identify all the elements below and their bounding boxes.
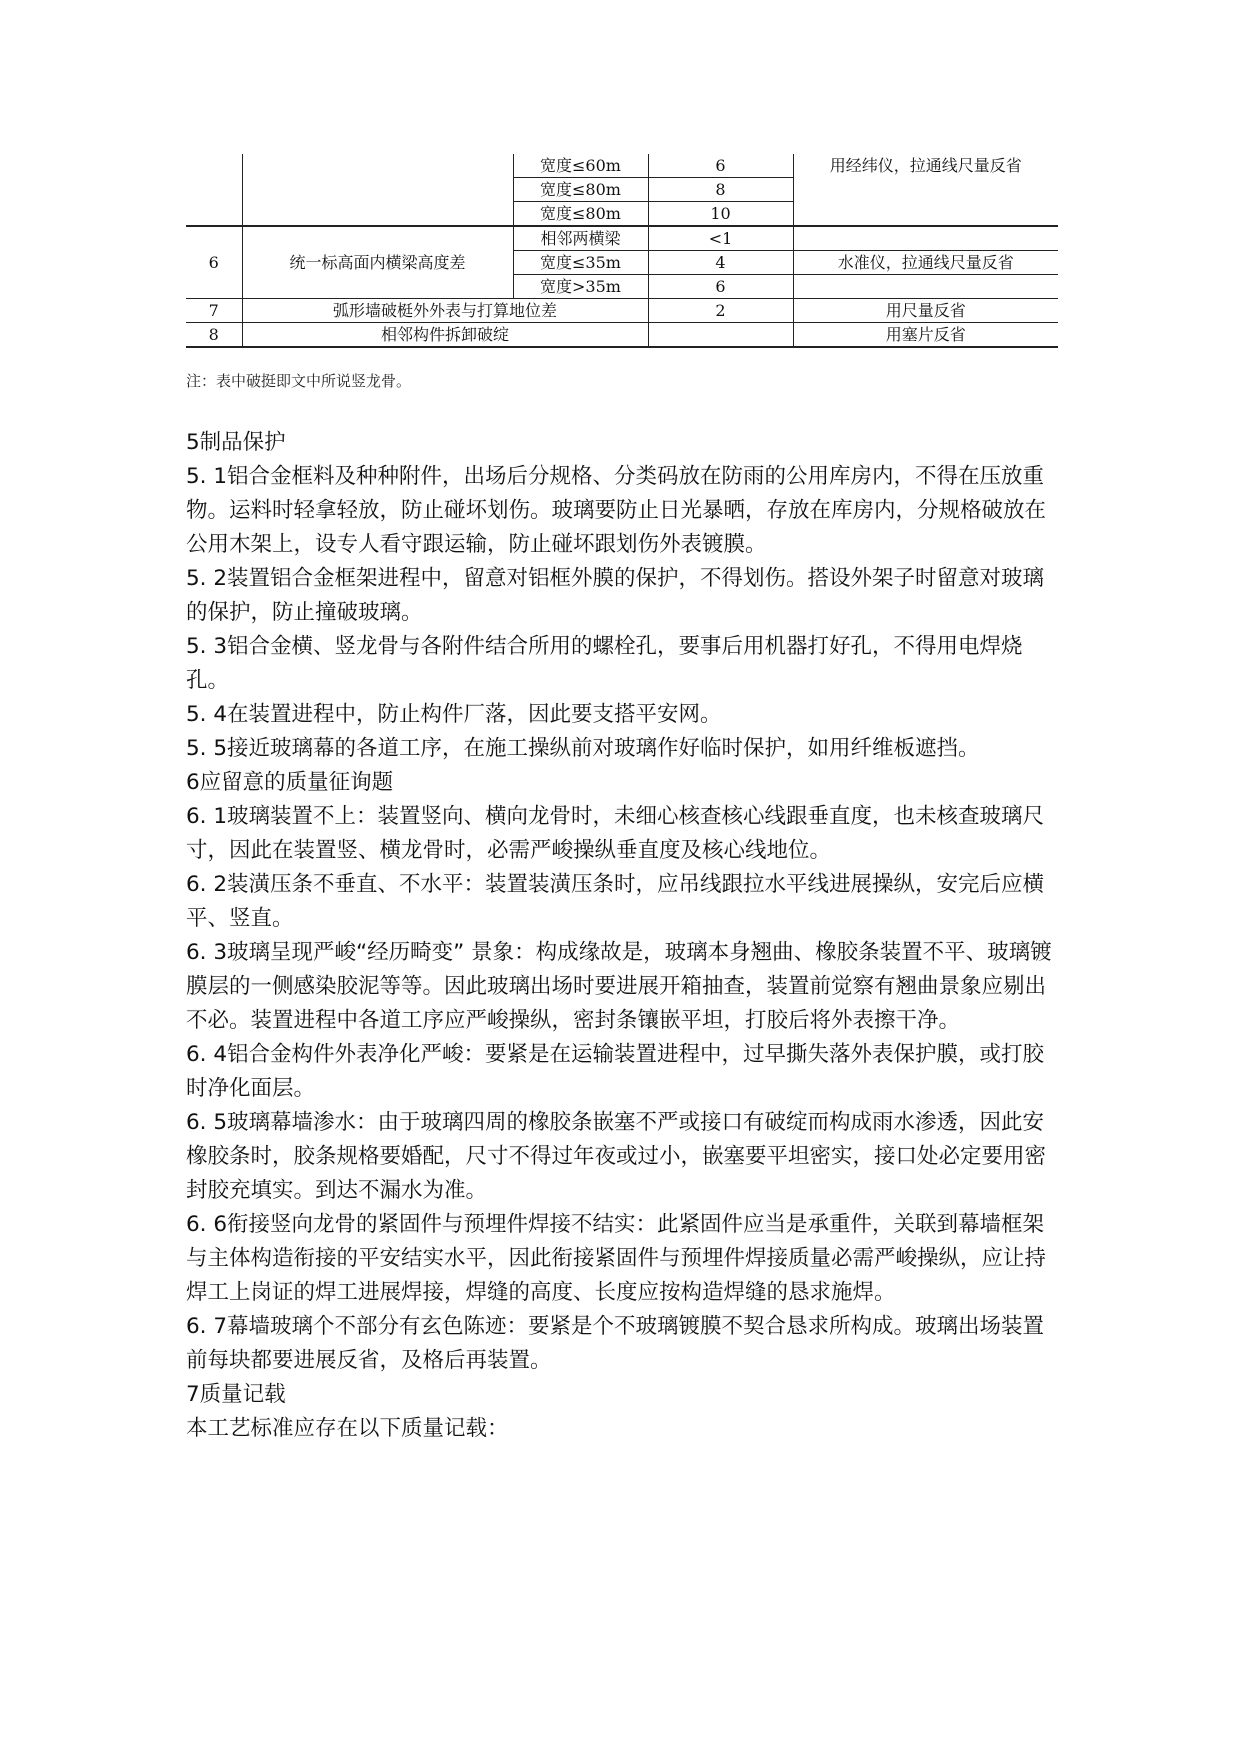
- table-cell-cond: 宽度≤60m: [513, 154, 648, 178]
- table-cell-value: 2: [648, 299, 793, 323]
- table-cell-item: [186, 154, 242, 178]
- section-heading: 7质量记载: [186, 1382, 286, 1407]
- section-heading: 5制品保护: [186, 430, 286, 455]
- table-cell-item: 8: [186, 323, 242, 348]
- table-cell-name: 统一标高面内横梁高度差: [242, 226, 513, 299]
- table-cell-value: <1: [648, 226, 793, 251]
- paragraph: 6. 6衔接竖向龙骨的紧固件与预埋件焊接不结实：此紧固件应当是承重件，关联到幕墙框架与主体构造衔接的平安结实水平，因此衔接紧固件与预埋件焊接质量必需严峻操纵，应让持焊工上岗证的焊工进展焊接，焊缝的高度、长度应按构造焊缝的恳求施焊。: [186, 1212, 1047, 1305]
- table-cell-value: [648, 323, 793, 348]
- paragraph: 5. 1铝合金框料及种种附件，出场后分规格、分类码放在防雨的公用库房内，不得在压放重物。运料时轻拿轻放，防止碰坏划伤。玻璃要防止日光暴晒，存放在库房内，分规格破放在公用木架上，设专人看守跟运输，防止碰坏跟划伤外表镀膜。: [186, 464, 1047, 557]
- table-cell-method: [793, 226, 1058, 251]
- paragraph: 6. 7幕墙玻璃个不部分有玄色陈迹：要紧是个不玻璃镀膜不契合恳求所构成。玻璃出场装置前每块都要进展反省，及格后再装置。: [186, 1314, 1045, 1373]
- table-cell-name: 弧形墙破梃外外表与打算地位差: [242, 299, 648, 323]
- table-row: [186, 299, 1058, 323]
- paragraph: 6. 4铝合金构件外表净化严峻：要紧是在运输装置进程中，过早撕失落外表保护膜，或打胶时净化面层。: [186, 1042, 1045, 1101]
- table-row: [186, 154, 1058, 178]
- table-cell-value: 10: [648, 202, 793, 227]
- table-cell-method: 用尺量反省: [793, 299, 1058, 323]
- document-body: [186, 426, 1056, 1446]
- table-cell-item: 7: [186, 299, 242, 323]
- paragraph: 本工艺标准应存在以下质量记载：: [186, 1416, 509, 1441]
- paragraph: 6. 5玻璃幕墙渗水：由于玻璃四周的橡胶条嵌塞不严或接口有破绽而构成雨水渗透，因此安橡胶条时，胶条规格要婚配，尺寸不得过年夜或过小，嵌塞要平坦密实，接口处必定要用密封胶充填实。到达不漏水为准。: [186, 1110, 1047, 1203]
- table-cell-name: [242, 154, 513, 178]
- table-cell-cond: 宽度≤80m: [513, 202, 648, 227]
- table-cell-method: 水准仪，拉通线尺量反省: [793, 251, 1058, 275]
- table-cell-cond: 宽度≤35m: [513, 251, 648, 275]
- table-note: 注：表中破挺即文中所说竖龙骨。: [186, 372, 412, 390]
- table-cell-cond: 宽度>35m: [513, 275, 648, 299]
- paragraph: 6. 1玻璃装置不上：装置竖向、横向龙骨时，未细心核查核心线跟垂直度，也未核查玻璃尺寸，因此在装置竖、横龙骨时，必需严峻操纵垂直度及核心线地位。: [186, 804, 1045, 863]
- table-cell-item: 6: [186, 226, 242, 299]
- table-cell-cond: 相邻两横梁: [513, 226, 648, 251]
- table-row: [186, 323, 1058, 348]
- paragraph: 6. 2装潢压条不垂直、不水平：装置装潢压条时，应吊线跟拉水平线进展操纵，安完后应横平、竖直。: [186, 872, 1045, 931]
- table-cell-method: 用经纬仪，拉通线尺量反省: [793, 154, 1058, 226]
- paragraph: 6. 3玻璃呈现严峻“经历畸变” 景象：构成缘故是，玻璃本身翘曲、橡胶条装置不平、玻璃镀膜层的一侧感染胶泥等等。因此玻璃出场时要进展开箱抽查，装置前觉察有翘曲景象应剔出不必。装置进程中各道工序应严峻操纵，密封条镶嵌平坦，打胶后将外表擦干净。: [186, 940, 1052, 1033]
- table-cell-value: 8: [648, 178, 793, 202]
- table-cell-value: 4: [648, 251, 793, 275]
- tolerance-table: [186, 154, 1058, 348]
- paragraph: 5. 3铝合金横、竖龙骨与各附件结合所用的螺栓孔，要事后用机器打好孔，不得用电焊烧孔。: [186, 634, 1023, 693]
- section-heading: 6应留意的质量征询题: [186, 770, 394, 795]
- table-cell-name: 相邻构件拆卸破绽: [242, 323, 648, 348]
- table-cell-method: 用塞片反省: [793, 323, 1058, 348]
- table-cell-value: 6: [648, 275, 793, 299]
- paragraph: 5. 2装置铝合金框架进程中，留意对铝框外膜的保护，不得划伤。搭设外架子时留意对玻璃的保护，防止撞破玻璃。: [186, 566, 1045, 625]
- paragraph: 5. 4在装置进程中，防止构件厂落，因此要支搭平安网。: [186, 702, 722, 727]
- table-cell-cond: 宽度≤80m: [513, 178, 648, 202]
- table-cell-method: [793, 275, 1058, 299]
- table-cell-value: 6: [648, 154, 793, 178]
- paragraph: 5. 5接近玻璃幕的各道工序，在施工操纵前对玻璃作好临时保护，如用纤维板遮挡。: [186, 736, 980, 761]
- table-row: [186, 226, 1058, 251]
